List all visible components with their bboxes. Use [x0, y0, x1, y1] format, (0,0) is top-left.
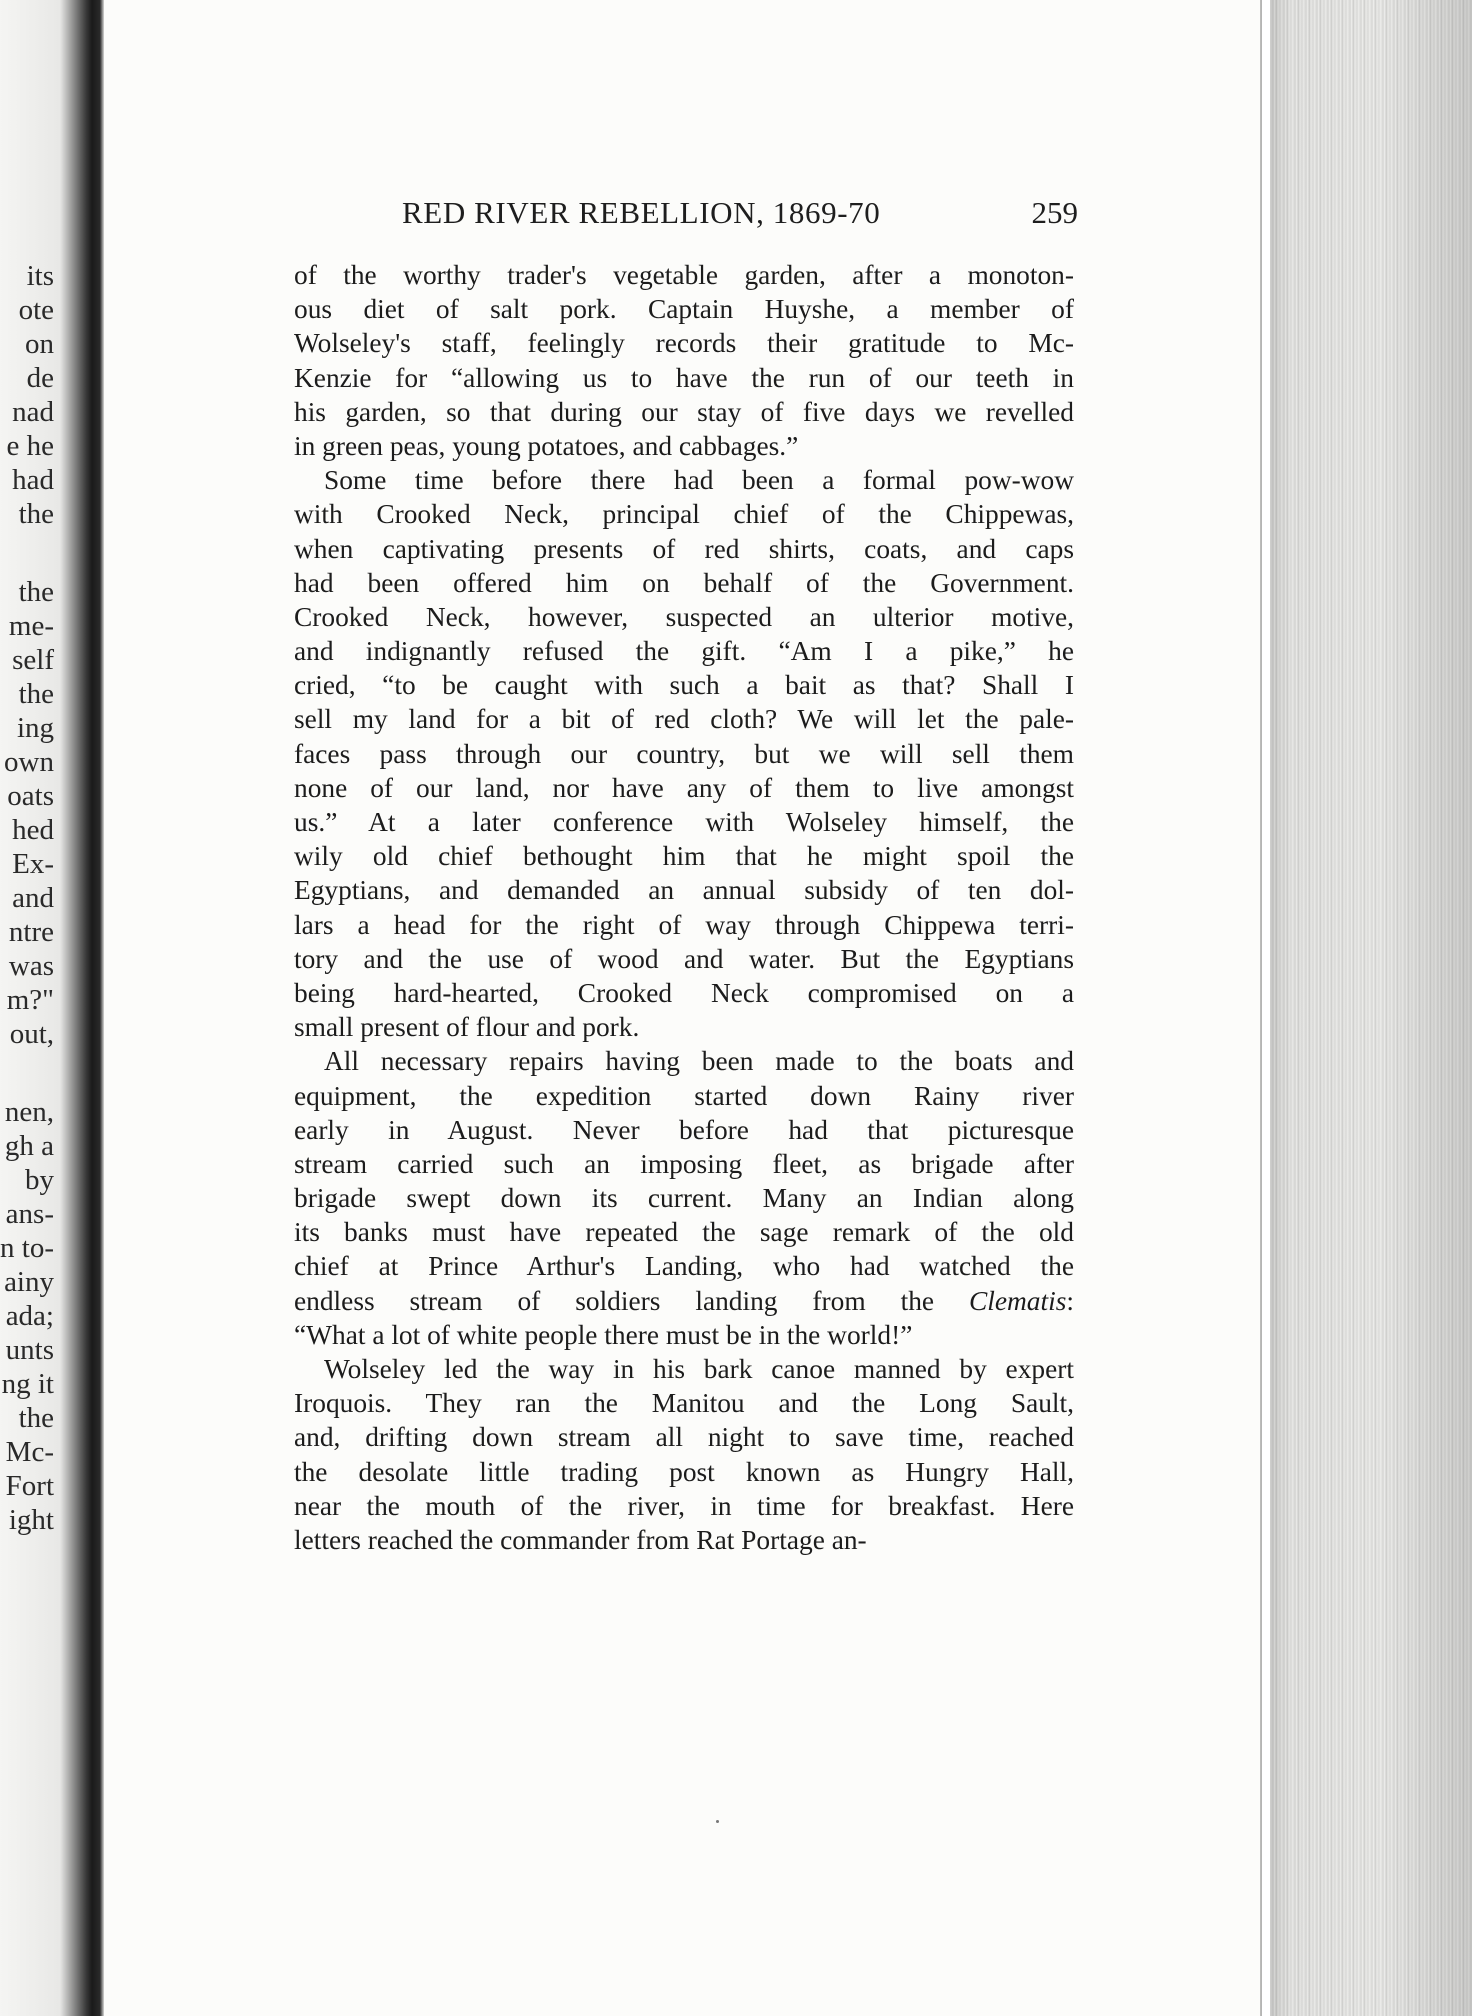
facing-page-fragment: own	[4, 746, 54, 778]
text-line: lars a head for the right of way through Chippewa terri-	[294, 909, 1074, 940]
facing-page-fragment: ntre	[8, 916, 54, 948]
text-line: the desolate little trading post known as Hungry Hall,	[294, 1456, 1074, 1487]
text-line: tory and the use of wood and water. But the Egyptians	[294, 943, 1074, 974]
text-line: All necessary repairs having been made to the boats and	[324, 1046, 1074, 1077]
facing-page-fragment: e he	[6, 430, 54, 462]
text-line: “What a lot of white people there must be in the world!”	[294, 1319, 913, 1350]
text-line: early in August. Never before had that picturesque	[294, 1114, 1074, 1145]
text-line: sell my land for a bit of red cloth? We will let the pale-	[294, 704, 1074, 735]
running-head	[402, 195, 1078, 235]
facing-page-fragment: its	[26, 260, 54, 292]
text-line: faces pass through our country, but we will sell them	[294, 738, 1074, 769]
facing-page-fragment: ainy	[4, 1266, 54, 1298]
text-line: brigade swept down its current. Many an Indian along	[294, 1183, 1074, 1214]
text-line: and indignantly refused the gift. “Am I a pike,” he	[294, 636, 1074, 667]
text-line: equipment, the expedition started down Rainy river	[294, 1080, 1074, 1111]
facing-page-fragment: self	[12, 644, 54, 676]
facing-page-fragment: ing	[16, 712, 54, 744]
facing-page-fragment: n to-	[0, 1232, 54, 1264]
text-line: when captivating presents of red shirts, coats, and caps	[294, 533, 1074, 564]
book-page	[104, 0, 1260, 2016]
facing-page-fragment: me-	[8, 610, 54, 642]
facing-page-fragment: hed	[12, 814, 54, 846]
facing-page-fragment: and	[12, 882, 54, 914]
running-head-title: RED RIVER REBELLION, 1869-70	[402, 195, 881, 230]
facing-page-fragment: Ex-	[12, 848, 54, 880]
facing-page-fragment: ans-	[5, 1198, 54, 1230]
text-line: chief at Prince Arthur's Landing, who had watched the	[294, 1251, 1074, 1282]
facing-page-fragment: nen,	[4, 1096, 54, 1128]
facing-page-fragment: by	[25, 1164, 54, 1196]
text-line: ous diet of salt pork. Captain Huyshe, a member of	[294, 294, 1074, 325]
text-line: Crooked Neck, however, suspected an ulterior motive,	[294, 601, 1074, 632]
text-line: Wolseley's staff, feelingly records their gratitude to Mc-	[294, 328, 1074, 359]
facing-page-fragment: ight	[8, 1504, 54, 1536]
text-line: Egyptians, and demanded an annual subsidy of ten dol-	[294, 875, 1074, 906]
speck-mark	[716, 1820, 719, 1823]
ship-name: Clematis	[968, 1285, 1067, 1316]
text-line: with Crooked Neck, principal chief of the Chippewas,	[294, 499, 1074, 530]
text-line: had been offered him on behalf of the Government.	[294, 567, 1074, 598]
facing-page-fragment: nad	[12, 396, 54, 428]
text-line: Some time before there had been a formal pow-wow	[324, 465, 1074, 496]
facing-page-fragment: the	[18, 576, 54, 608]
facing-page-fragment: gh a	[4, 1130, 54, 1162]
text-line: near the mouth of the river, in time for breakfast. Here	[294, 1490, 1074, 1521]
facing-page-fragment: de	[26, 362, 54, 394]
facing-page-fragment: ada;	[5, 1300, 54, 1332]
text-line: small present of flour and pork.	[294, 1012, 640, 1043]
facing-page-fragment: had	[12, 464, 54, 496]
facing-page-fragment: oats	[7, 780, 54, 812]
facing-page-fragment: unts	[5, 1334, 54, 1366]
text-line: none of our land, nor have any of them to live amongst	[294, 772, 1074, 803]
facing-page-fragment: was	[8, 950, 54, 982]
page-edges-shadow	[1260, 0, 1472, 2016]
text-line	[294, 1284, 1074, 1318]
facing-page-fragment: ng it	[1, 1368, 54, 1400]
text-line: being hard-hearted, Crooked Neck compromised on a	[294, 977, 1074, 1008]
text-line: of the worthy trader's vegetable garden, after a monoton-	[294, 260, 1074, 290]
body-text	[294, 258, 1074, 1557]
text-line-part: endless stream of soldiers landing from the	[294, 1285, 969, 1316]
facing-page-fragment: the	[18, 1402, 54, 1434]
text-line: and, drifting down stream all night to save time, reached	[294, 1422, 1074, 1453]
text-line: in green peas, young potatoes, and cabbages.”	[294, 430, 799, 461]
text-line: stream carried such an imposing fleet, as brigade after	[294, 1148, 1074, 1179]
facing-page-fragment: m?"	[6, 984, 54, 1016]
text-line: Iroquois. They ran the Manitou and the Long Sault,	[294, 1388, 1074, 1419]
text-line: its banks must have repeated the sage remark of the old	[294, 1217, 1074, 1248]
facing-page-fragment: the	[18, 498, 54, 530]
text-line: Wolseley led the way in his bark canoe manned by expert	[324, 1354, 1074, 1384]
facing-page-fragment: on	[25, 328, 54, 360]
facing-page-fragment: out,	[9, 1018, 54, 1050]
text-line: wily old chief bethought him that he might spoil the	[294, 841, 1074, 872]
page-edge-gap	[1262, 0, 1270, 2016]
facing-page-fragment: ote	[18, 294, 54, 326]
text-line: cried, “to be caught with such a bait as that? Shall I	[294, 670, 1074, 701]
text-line: his garden, so that during our stay of five days we revelled	[294, 396, 1074, 427]
page-number: 259	[1031, 195, 1078, 230]
facing-page-fragment: the	[18, 678, 54, 710]
facing-page-margin	[0, 0, 60, 2016]
text-line: Kenzie for “allowing us to have the run of our teeth in	[294, 362, 1074, 393]
facing-page-fragment: Fort	[5, 1470, 54, 1502]
text-line: letters reached the commander from Rat Portage an-	[294, 1524, 867, 1555]
punctuation: :	[1066, 1285, 1074, 1316]
facing-page-fragment: Mc-	[5, 1436, 54, 1468]
text-line: us.” At a later conference with Wolseley himself, the	[294, 807, 1074, 837]
